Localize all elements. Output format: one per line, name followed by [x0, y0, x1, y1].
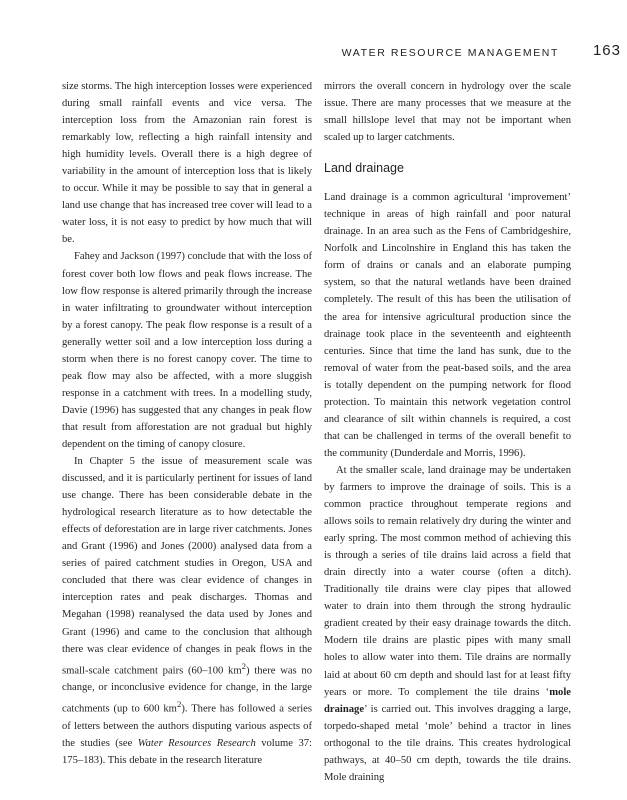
paragraph-text: ) there was no change, or inconclusive evidence for change, in the large catchments (up to 600 km: [62, 665, 313, 715]
page-number: 163: [592, 42, 621, 59]
paragraph: [62, 453, 312, 769]
running-head: WATER RESOURCE MANAGEMENT: [341, 47, 559, 59]
paragraph: Land drainage is a common agricultural ‘improvement’ technique in areas of high rainfall and poor natural drainage. In an area such as the Fens of Cambridgeshire, Norfolk and Lincolnshire in England this has taken the form of drains or canals and an elaborate pumping system, so that the natural wetlands have been drained completely. The result of this has been the utilisation of the area for intensive agricultural production since the drainage took place in the seventeenth and eighteenth centuries. Since that time the land has sunk, due to the removal of water from the peat-based soils, and the area is totally dependent on the pumping network for flood protection. To maintain this network vegetation control and clearance of silt within channels is required, a cost that can be challenged in terms of the overall benefit to the community (Dunderdale and Morris, 1996).: [324, 192, 571, 459]
paragraph-text: At the smaller scale, land drainage may be undertaken by farmers to improve the drainage of soils. This is a common practice throughout temperate regions and allows soils to remain relatively dry during the winter and early spring. The most common method of achieving this is through a series of tile drains laid across a field that drain directly into a water course (often a ditch). Traditionally tile drains were clay pipes that allowed water to drain into them through the strong hydraulic gradient created by their easy drainage towards the ditch. Modern tile drains are plastic pipes with many small holes to allow water into them. Tile drains are normally laid at about 60 cm depth and should last for at least fifty years or more. To complement the tile drains ‘: [324, 464, 571, 698]
paragraph-text: ’ is carried out. This involves dragging a large, torpedo-shaped metal ‘mole’ behind a tractor in lines orthogonal to the tile drains. This creates hydrological pathways, at 40–50 cm depth, towards the tile drains. Mole draining: [324, 703, 571, 783]
superscript: 2: [176, 699, 182, 710]
superscript: 2: [241, 660, 247, 671]
paragraph-text: In Chapter 5 the issue of measurement scale was discussed, and it is particularly pertinent for issues of land use change. There has been considerable debate in the hydrological research literature as to how detectable the effects of deforestation are in large river catchments. Jones and Grant (1996) and Jones (2000) analysed data from a series of paired catchment studies in Oregon, USA and concluded that there was clear evidence of changes in interception rates and peak discharges. Thomas and Megahan (1998) reanalysed the data used by Jones and Grant (1996) and came to the conclusion that although there was clear evidence of changes in peak flows in the small-scale catchment pairs (60–100 km: [62, 456, 312, 677]
paragraph: size storms. The high interception losses were experienced during small rainfall events and vice versa. The interception loss from the Amazonian rain forest is remarkably low, reflecting a high rainfall intensity and high humidity levels. Overall there is a high degree of variability in the amount of interception loss that is likely to occur. While it may be possible to say that in general a land use change that has increased tree cover will lead to a water loss, it is not easy to predict by how much that will be.: [62, 81, 312, 246]
paragraph: Fahey and Jackson (1997) conclude that with the loss of forest cover both low flows and peak flows increase. The low flow response is altered primarily through the increase in water infiltrating to groundwater without interception by a forest canopy. The peak flow response is a result of a generally wetter soil and a low interception loss during a storm when there is no forest canopy cover. The time to peak flow may also be affected, with a more sluggish response in a catchment with trees. In a modelling study, Davie (1996) has suggested that any changes in peak flow that result from afforestation are not gradual but highly dependent on the timing of canopy closure.: [62, 251, 313, 450]
left-column: [62, 78, 312, 769]
paragraph: mirrors the overall concern in hydrology over the scale issue. There are many processes that we measure at the small hillslope level that may not be important when scaled up to larger catchments.: [324, 81, 571, 144]
section-heading: Land drainage: [324, 161, 404, 176]
right-column: [324, 78, 571, 786]
paragraph: [324, 462, 571, 786]
journal-title: Water Resources Research: [137, 737, 256, 749]
paragraph-text: volume 37: 175–183). This debate in the research literature: [62, 737, 312, 766]
key-term: mole drainage: [324, 686, 571, 715]
page-header: [0, 42, 627, 62]
paragraph-text: ). There has followed a series of letters between the authors disputing various aspects of the studies (see: [62, 703, 312, 749]
